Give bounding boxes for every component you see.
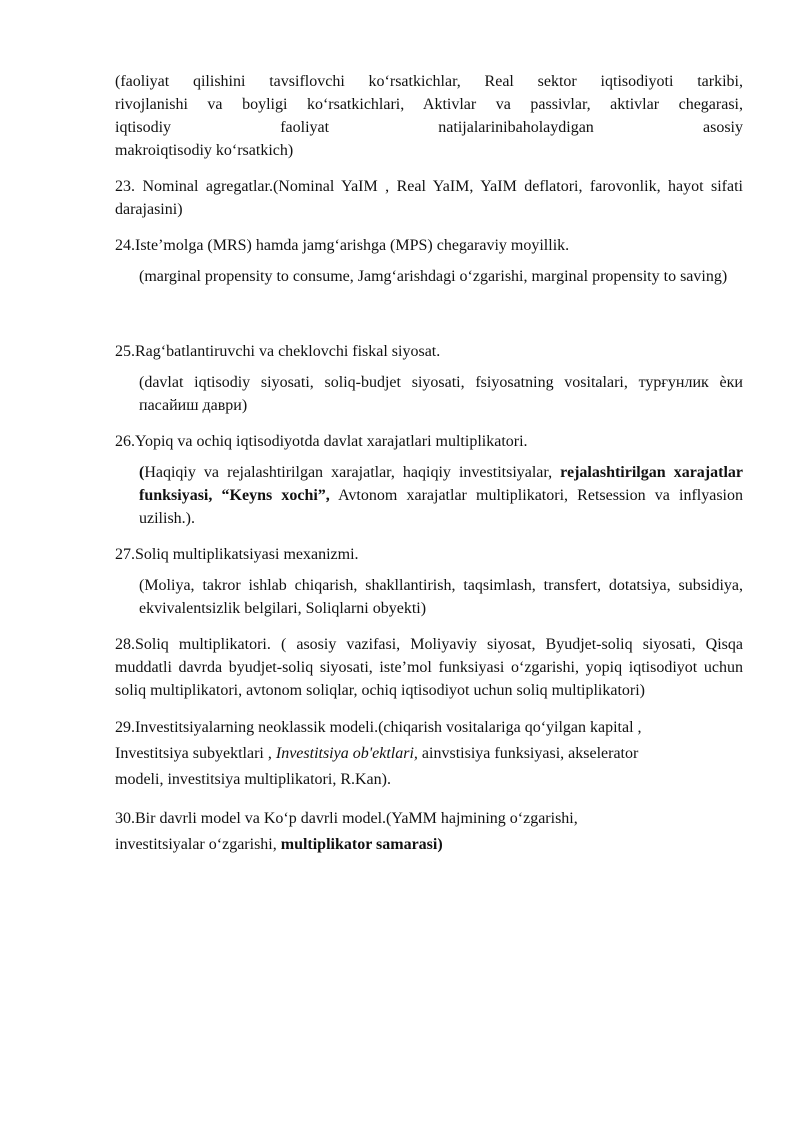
item-30-line-1: 30.Bir davrli model va Koʻp davrli model.(YaMM hajmining oʻzgarishi,: [115, 810, 578, 827]
intro-paragraph: [115, 70, 743, 162]
item-26-detail-part-1: Haqiqiy va rejalashtirilgan xarajatlar, haqiqiy investitsiyalar,: [144, 464, 561, 481]
item-29-line-3: modeli, investitsiya multiplikatori, R.Kan).: [115, 771, 391, 788]
intro-line-4: makroiqtisodiy koʻrsatkich): [115, 142, 294, 159]
intro-line-1: (faoliyat qilishini tavsiflovchi koʻrsatkichlar, Real sektor iqtisodiyoti tarkibi,: [115, 73, 743, 90]
item-30-line-2: [115, 832, 743, 858]
item-24-title: 24.Isteʼmolga (MRS) hamda jamgʻarishga (MPS) chegaraviy moyillik.: [115, 237, 570, 254]
document-page: [115, 70, 743, 858]
item-26-detail-part-2: Avtonom xarajatlar multiplikatori, Retsession va inflyasion uzilish.).: [139, 487, 744, 527]
item-29-line-2-part-2: ainvstisiya funksiyasi, akselerator: [417, 745, 639, 762]
item-26-detail: [115, 461, 743, 530]
item-24-detail: (marginal propensity to consume, Jamgʻarishdagi oʻzgarishi, marginal propensity to saving): [139, 268, 728, 285]
item-25-detail: (davlat iqtisodiy siyosati, soliq-budjet siyosati, fsiyosatning vositalari, турғунлик ѐки пасайиш даври): [139, 374, 743, 414]
item-29-italic: Investitsiya ob'ektlari,: [275, 745, 418, 762]
item-29-line-2-part-1: Investitsiya subyektlari ,: [115, 745, 276, 762]
item-29: [115, 715, 743, 793]
item-26-detail-bold: rejalashtirilgan xarajatlar funksiyasi, “Keyns xochi”,: [139, 464, 743, 504]
item-29-line-2: [115, 741, 743, 767]
intro-line-3: iqtisodiy faoliyat natijalarinibaholaydigan asosiy: [115, 119, 743, 136]
intro-line-2: rivojlanishi va boyligi koʻrsatkichlari, Aktivlar va passivlar, aktivlar chegarasi,: [115, 96, 743, 113]
item-27-detail: (Moliya, takror ishlab chiqarish, shakllantirish, taqsimlash, transfert, dotatsiya, subsidiya, ekvivalentsizlik belgilari, Soliqlarni obyekti): [139, 577, 743, 617]
item-23: 23. Nominal agregatlar.(Nominal YaIM , Real YaIM, YaIM deflatori, farovonlik, hayot sifati darajasini): [115, 178, 743, 218]
item-28: 28.Soliq multiplikatori. ( asosiy vazifasi, Moliyaviy siyosat, Byudjet-soliq siyosati, Qisqa muddatli davrda byudjet-soliq siyosati, isteʼmol funksiyasi oʻzgarishi, yopiq iqtisodiyot uchun soliq multiplikatori, avtonom soliqlar, ochiq iqtisodiyot uchun soliq multiplikatori): [115, 636, 743, 699]
item-27-title: 27.Soliq multiplikatsiyasi mexanizmi.: [115, 546, 359, 563]
item-26-open-paren: (: [139, 464, 145, 481]
item-26-title: 26.Yopiq va ochiq iqtisodiyotda davlat xarajatlari multiplikatori.: [115, 433, 528, 450]
item-30-line-2-part-1: investitsiyalar oʻzgarishi,: [115, 836, 281, 853]
item-25-title: 25.Ragʻbatlantiruvchi va cheklovchi fiskal siyosat.: [115, 343, 441, 360]
item-29-line-1: 29.Investitsiyalarning neoklassik modeli.(chiqarish vositalariga qoʻyilgan kapital ,: [115, 719, 642, 736]
item-30-bold: multiplikator samarasi): [280, 836, 443, 853]
item-30: [115, 806, 743, 858]
